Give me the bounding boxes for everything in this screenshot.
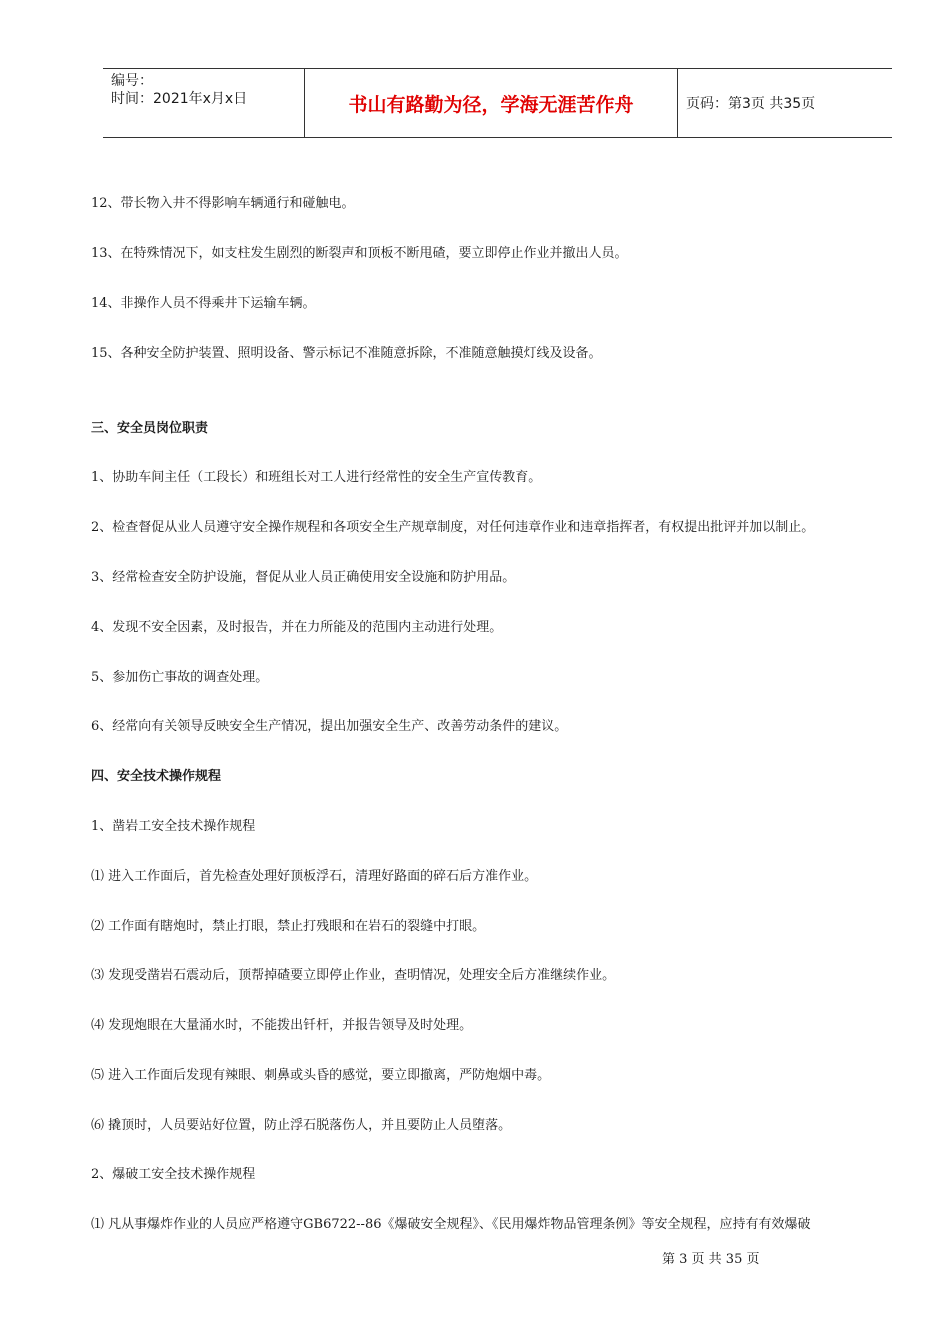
page-header: [103, 68, 892, 138]
body-line: 15、各种安全防护装置、照明设备、警示标记不准随意拆除，不准随意触摸灯线及设备。: [91, 346, 602, 361]
body-line: ⑴ 凡从事爆炸作业的人员应严格遵守GB6722--86《爆破安全规程》、《民用爆炸物品管理条例》等安全规程，应持有有效爆破: [91, 1217, 811, 1232]
body-line: ⑵ 工作面有瞎炮时，禁止打眼，禁止打残眼和在岩石的裂缝中打眼。: [91, 919, 486, 934]
body-line: ⑷ 发现炮眼在大量涌水时，不能拨出钎杆，并报告领导及时处理。: [91, 1018, 473, 1033]
body-line: 1、协助车间主任（工段长）和班组长对工人进行经常性的安全生产宣传教育。: [91, 470, 542, 485]
body-line: ⑶ 发现受凿岩石震动后，顶帮掉碴要立即停止作业，查明情况，处理安全后方准继续作业。: [91, 968, 616, 983]
header-meta: [103, 69, 304, 137]
body-line: 14、非操作人员不得乘井下运输车辆。: [91, 296, 316, 311]
body-line: ⑸ 进入工作面后发现有辣眼、刺鼻或头昏的感觉，要立即撤离，严防炮烟中毒。: [91, 1068, 551, 1083]
body-line: 2、爆破工安全技术操作规程: [91, 1167, 256, 1182]
body-line: 1、凿岩工安全技术操作规程: [91, 819, 256, 834]
body-line: 5、参加伤亡事故的调查处理。: [91, 670, 269, 685]
body-line: ⑹ 撬顶时，人员要站好位置，防止浮石脱落伤人，并且要防止人员堕落。: [91, 1118, 512, 1133]
section-heading: 三、安全员岗位职责: [91, 421, 209, 436]
header-time: 时间：2021年x月x日: [111, 91, 248, 107]
header-motto: 书山有路勤为径，学海无涯苦作舟: [304, 69, 678, 137]
body-line: ⑴ 进入工作面后，首先检查处理好顶板浮石，清理好路面的碎石后方准作业。: [91, 869, 538, 884]
section-heading: 四、安全技术操作规程: [91, 769, 222, 784]
body-line: 3、经常检查安全防护设施，督促从业人员正确使用安全设施和防护用品。: [91, 570, 516, 585]
body-line: 12、带长物入井不得影响车辆通行和碰触电。: [91, 196, 355, 211]
page-footer: 第 3 页 共 35 页: [662, 1252, 760, 1267]
body-line: 2、检查督促从业人员遵守安全操作规程和各项安全生产规章制度，对任何违章作业和违章指挥者，有权提出批评并加以制止。: [91, 520, 815, 535]
header-number: 编号：: [111, 73, 153, 89]
header-page-number: 页码：第3页 共35页: [686, 96, 816, 112]
body-line: 6、经常向有关领导反映安全生产情况，提出加强安全生产、改善劳动条件的建议。: [91, 719, 568, 734]
body-line: 4、发现不安全因素，及时报告，并在力所能及的范围内主动进行处理。: [91, 620, 503, 635]
body-line: 13、在特殊情况下，如支柱发生剧烈的断裂声和顶板不断甩碴，要立即停止作业并撤出人员。: [91, 246, 628, 261]
